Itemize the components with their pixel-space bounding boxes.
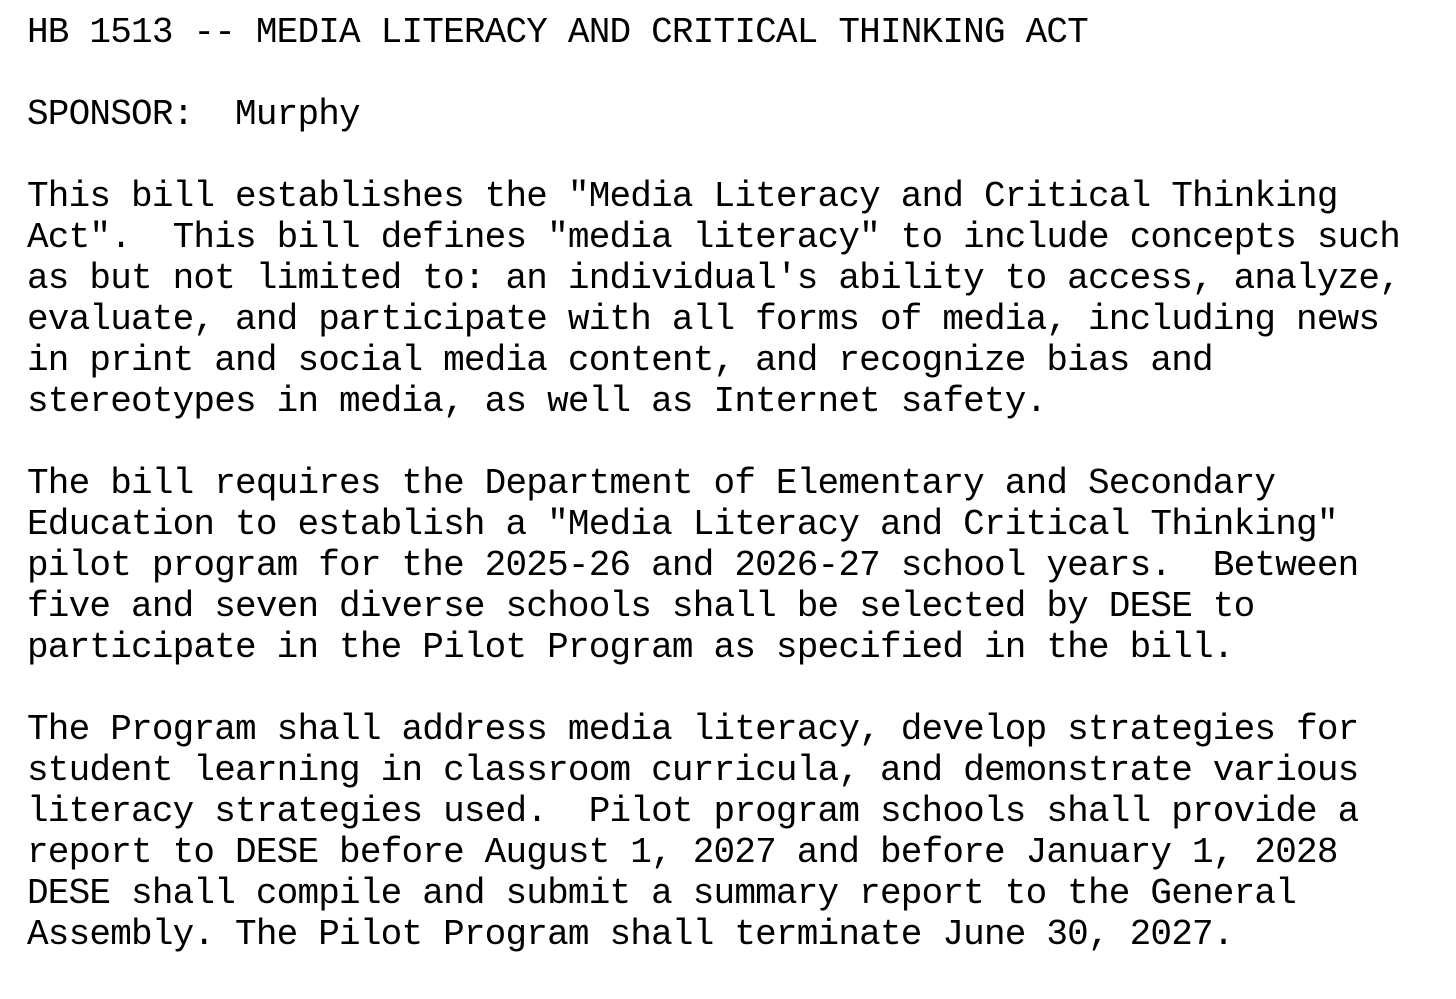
text-line: Education to establish a "Media Literacy and Critical Thinking" xyxy=(27,504,1338,545)
text-line: Act". This bill defines "media literacy" to include concepts such xyxy=(27,217,1401,258)
text-line: in print and social media content, and recognize bias and xyxy=(27,340,1213,381)
text-line: literacy strategies used. Pilot program schools shall provide a xyxy=(27,791,1359,832)
spacer xyxy=(27,668,1400,709)
text-line: as but not limited to: an individual's ability to access, analyze, xyxy=(27,258,1401,299)
text-line: Assembly. The Pilot Program shall terminate June 30, 2027. xyxy=(27,914,1234,955)
paragraph-program-requirements xyxy=(27,709,1400,955)
text-line: five and seven diverse schools shall be selected by DESE to xyxy=(27,586,1255,627)
bill-summary-document xyxy=(27,12,1400,955)
text-line: evaluate, and participate with all forms of media, including news xyxy=(27,299,1380,340)
text-line: This bill establishes the "Media Literacy and Critical Thinking xyxy=(27,176,1338,217)
text-line: DESE shall compile and submit a summary report to the General xyxy=(27,873,1297,914)
paragraph-definition xyxy=(27,176,1400,422)
paragraph-pilot-program xyxy=(27,463,1400,668)
text-line: The Program shall address media literacy, develop strategies for xyxy=(27,709,1359,750)
text-line: student learning in classroom curricula, and demonstrate various xyxy=(27,750,1359,791)
spacer xyxy=(27,53,1400,94)
text-line: participate in the Pilot Program as specified in the bill. xyxy=(27,627,1234,668)
bill-title: HB 1513 -- MEDIA LITERACY AND CRITICAL THINKING ACT xyxy=(27,12,1088,53)
sponsor-line: SPONSOR: Murphy xyxy=(27,94,360,135)
spacer xyxy=(27,422,1400,463)
text-line: pilot program for the 2025-26 and 2026-27 school years. Between xyxy=(27,545,1359,586)
text-line: stereotypes in media, as well as Internet safety. xyxy=(27,381,1047,422)
text-line: The bill requires the Department of Elementary and Secondary xyxy=(27,463,1276,504)
text-line: report to DESE before August 1, 2027 and before January 1, 2028 xyxy=(27,832,1338,873)
spacer xyxy=(27,135,1400,176)
